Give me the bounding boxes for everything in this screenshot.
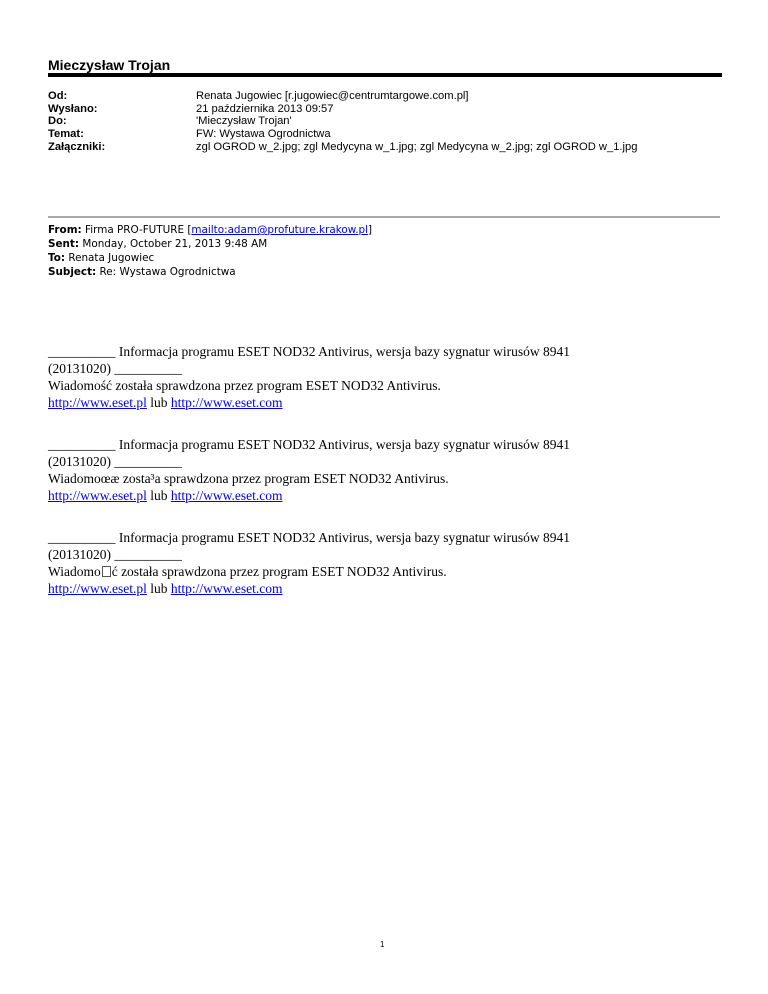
- antivirus-message: [48, 563, 708, 580]
- original-message-header: [48, 223, 372, 279]
- original-from-tail: ]: [368, 224, 373, 236]
- owner-divider: [48, 73, 722, 77]
- antivirus-notice: [48, 529, 708, 597]
- original-subject-label: Subject:: [48, 266, 97, 278]
- original-to-label: To:: [48, 252, 66, 264]
- field-label: Do:: [48, 115, 67, 128]
- eset-pl-link[interactable]: http://www.eset.pl: [48, 488, 147, 503]
- original-subject: [48, 265, 372, 279]
- field-label: Wysłano:: [48, 102, 98, 115]
- original-sent-value: Monday, October 21, 2013 9:48 AM: [82, 238, 268, 250]
- field-value: 'Mieczysław Trojan': [196, 115, 292, 128]
- link-separator: lub: [146, 395, 171, 410]
- forward-divider: [48, 216, 720, 218]
- page-number: 1: [380, 940, 385, 949]
- antivirus-info-line: (20131020) __________: [48, 454, 182, 469]
- antivirus-message-text: Wiadomość została sprawdzona przez program ESET NOD32 Antivirus.: [48, 378, 441, 393]
- original-from: [48, 223, 372, 237]
- antivirus-info-line: (20131020) __________: [48, 361, 182, 376]
- original-from-label: From:: [48, 224, 82, 236]
- field-sent: [48, 103, 637, 116]
- field-label: Załączniki:: [48, 140, 106, 153]
- antivirus-info-line: __________ Informacja programu ESET NOD32 Antivirus, wersja bazy sygnatur wirusów 8941: [48, 530, 571, 545]
- original-sent-label: Sent:: [48, 238, 80, 250]
- original-from-name: Firma PRO-FUTURE [: [85, 224, 192, 236]
- antivirus-info: [48, 343, 708, 377]
- field-label: Temat:: [48, 128, 84, 141]
- link-separator: lub: [146, 581, 171, 596]
- field-to: [48, 115, 637, 128]
- eset-com-link[interactable]: http://www.eset.com: [170, 581, 283, 596]
- antivirus-message-text: Wiadomo: [48, 564, 101, 579]
- missing-glyph-box-icon: [102, 566, 111, 577]
- antivirus-message-text: ć została sprawdzona przez program ESET NOD32 Antivirus.: [111, 564, 447, 579]
- eset-com-link[interactable]: http://www.eset.com: [170, 395, 283, 410]
- eset-com-link[interactable]: http://www.eset.com: [170, 488, 283, 503]
- field-value: Renata Jugowiec [r.jugowiec@centrumtargowe.com.pl]: [196, 90, 469, 102]
- antivirus-message-text: Wiadomoœæ zosta³a sprawdzona przez program ESET NOD32 Antivirus.: [48, 471, 449, 486]
- antivirus-links: [48, 487, 708, 504]
- antivirus-links: [48, 394, 708, 411]
- message-body: [48, 343, 708, 622]
- original-to: [48, 251, 372, 265]
- antivirus-message: [48, 470, 708, 487]
- antivirus-info: [48, 529, 708, 563]
- original-subject-value: Re: Wystawa Ogrodnictwa: [99, 266, 236, 278]
- antivirus-info-line: __________ Informacja programu ESET NOD32 Antivirus, wersja bazy sygnatur wirusów 8941: [48, 344, 571, 359]
- antivirus-message: [48, 377, 708, 394]
- link-separator: lub: [146, 488, 171, 503]
- mailbox-owner-name: Mieczysław Trojan: [48, 57, 171, 73]
- message-header-fields: [48, 90, 637, 154]
- original-from-mailto-link[interactable]: mailto:adam@profuture.krakow.pl: [191, 224, 369, 236]
- field-value: FW: Wystawa Ogrodnictwa: [196, 128, 331, 141]
- antivirus-links: [48, 580, 708, 597]
- eset-pl-link[interactable]: http://www.eset.pl: [48, 581, 147, 596]
- eset-pl-link[interactable]: http://www.eset.pl: [48, 395, 147, 410]
- field-from: [48, 90, 637, 103]
- antivirus-notice: [48, 436, 708, 504]
- antivirus-info: [48, 436, 708, 470]
- field-value: zgl OGROD w_2.jpg; zgl Medycyna w_1.jpg; zgl Medycyna w_2.jpg; zgl OGROD w_1.jpg: [196, 140, 638, 153]
- original-to-value: Renata Jugowiec: [68, 252, 155, 264]
- original-sent: [48, 237, 372, 251]
- field-value: 21 października 2013 09:57: [196, 102, 334, 115]
- field-label: Od:: [48, 90, 68, 102]
- field-subject: [48, 128, 637, 141]
- antivirus-notice: [48, 343, 708, 411]
- antivirus-info-line: __________ Informacja programu ESET NOD32 Antivirus, wersja bazy sygnatur wirusów 8941: [48, 437, 571, 452]
- antivirus-info-line: (20131020) __________: [48, 547, 182, 562]
- field-attachments: [48, 141, 637, 154]
